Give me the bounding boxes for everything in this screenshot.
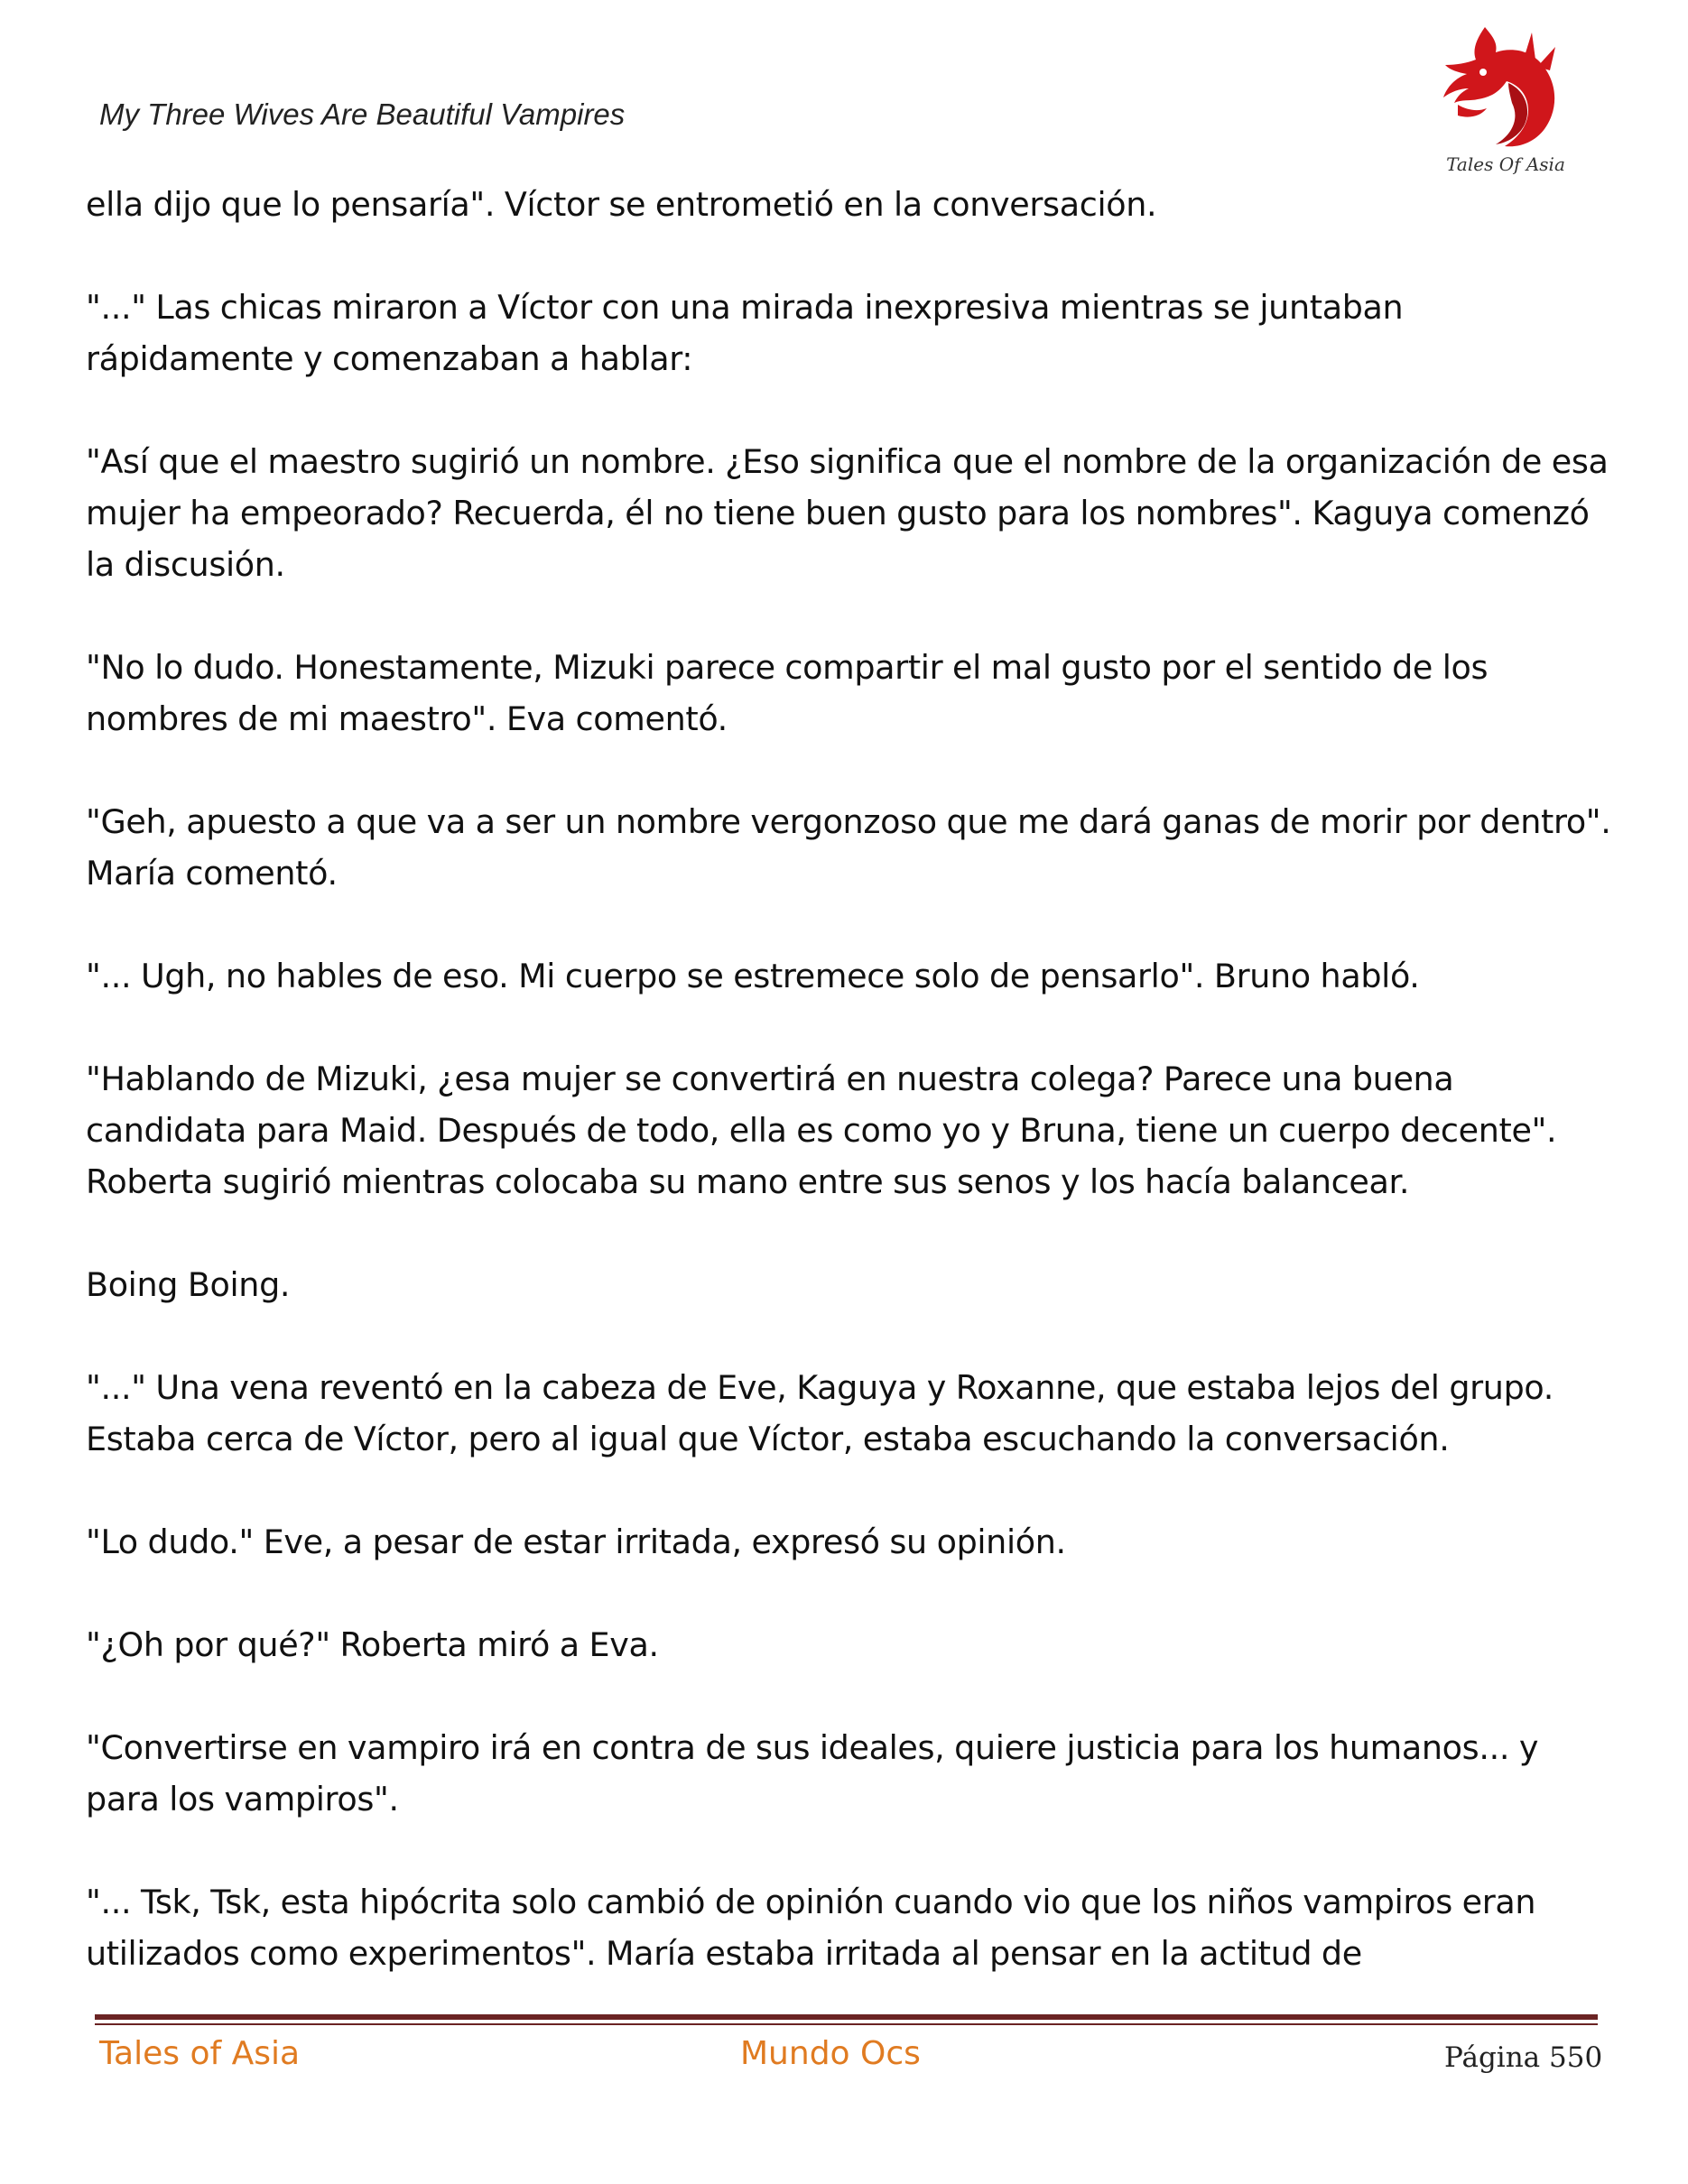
page-number: Página 550	[1444, 2041, 1603, 2074]
logo-caption: Tales Of Asia	[1446, 153, 1565, 175]
footer-divider	[95, 2014, 1598, 2020]
document-header-title: My Three Wives Are Beautiful Vampires	[99, 97, 626, 131]
footer-publisher: Tales of Asia	[99, 2035, 301, 2072]
paragraph: "..." Una vena reventó en la cabeza de Eve, Kaguya y Roxanne, que estaba lejos del grupo. Estaba cerca de Víctor, pero al igual que Víctor, estaba escuchando la conversación.	[86, 1368, 1554, 1458]
paragraph: "No lo dudo. Honestamente, Mizuki parece compartir el mal gusto por el sentido de los nombres de mi maestro". Eva comentó.	[86, 648, 1489, 738]
footer-divider-thin	[95, 2023, 1598, 2025]
paragraph: "Así que el maestro sugirió un nombre. ¿Eso significa que el nombre de la organización de esa mujer ha empeorado? Recuerda, él no tiene buen gusto para los nombres". Kaguya comenzó la discusión.	[86, 442, 1609, 584]
paragraph: "... Ugh, no hables de eso. Mi cuerpo se estremece solo de pensarlo". Bruno habló.	[86, 957, 1420, 995]
paragraph: ella dijo que lo pensaría". Víctor se entrometió en la conversación.	[86, 185, 1157, 224]
paragraph: "Convertirse en vampiro irá en contra de sus ideales, quiere justicia para los humanos... y para los vampiros".	[86, 1728, 1539, 1818]
paragraph: "Hablando de Mizuki, ¿esa mujer se convertirá en nuestra colega? Parece una buena candidata para Maid. Después de todo, ella es como yo y Bruna, tiene un cuerpo decente". Roberta sugirió mientras colocaba su mano entre sus senos y los hacía balancear.	[86, 1060, 1557, 1201]
footer-section: Mundo Ocs	[740, 2035, 921, 2072]
page-body	[86, 179, 1620, 2015]
paragraph: Boing Boing.	[86, 1265, 291, 1304]
paragraph: "Lo dudo." Eve, a pesar de estar irritada, expresó su opinión.	[86, 1522, 1066, 1561]
paragraph: "... Tsk, Tsk, esta hipócrita solo cambió de opinión cuando vio que los niños vampiros eran utilizados como experimentos". María estaba irritada al pensar en la actitud de	[86, 1883, 1536, 1973]
paragraph: "¿Oh por qué?" Roberta miró a Eva.	[86, 1625, 659, 1664]
paragraph: "Geh, apuesto a que va a ser un nombre vergonzoso que me dará ganas de morir por dentro". María comentó.	[86, 802, 1611, 893]
paragraph: "..." Las chicas miraron a Víctor con una mirada inexpresiva mientras se juntaban rápidamente y comenzaban a hablar:	[86, 288, 1404, 378]
